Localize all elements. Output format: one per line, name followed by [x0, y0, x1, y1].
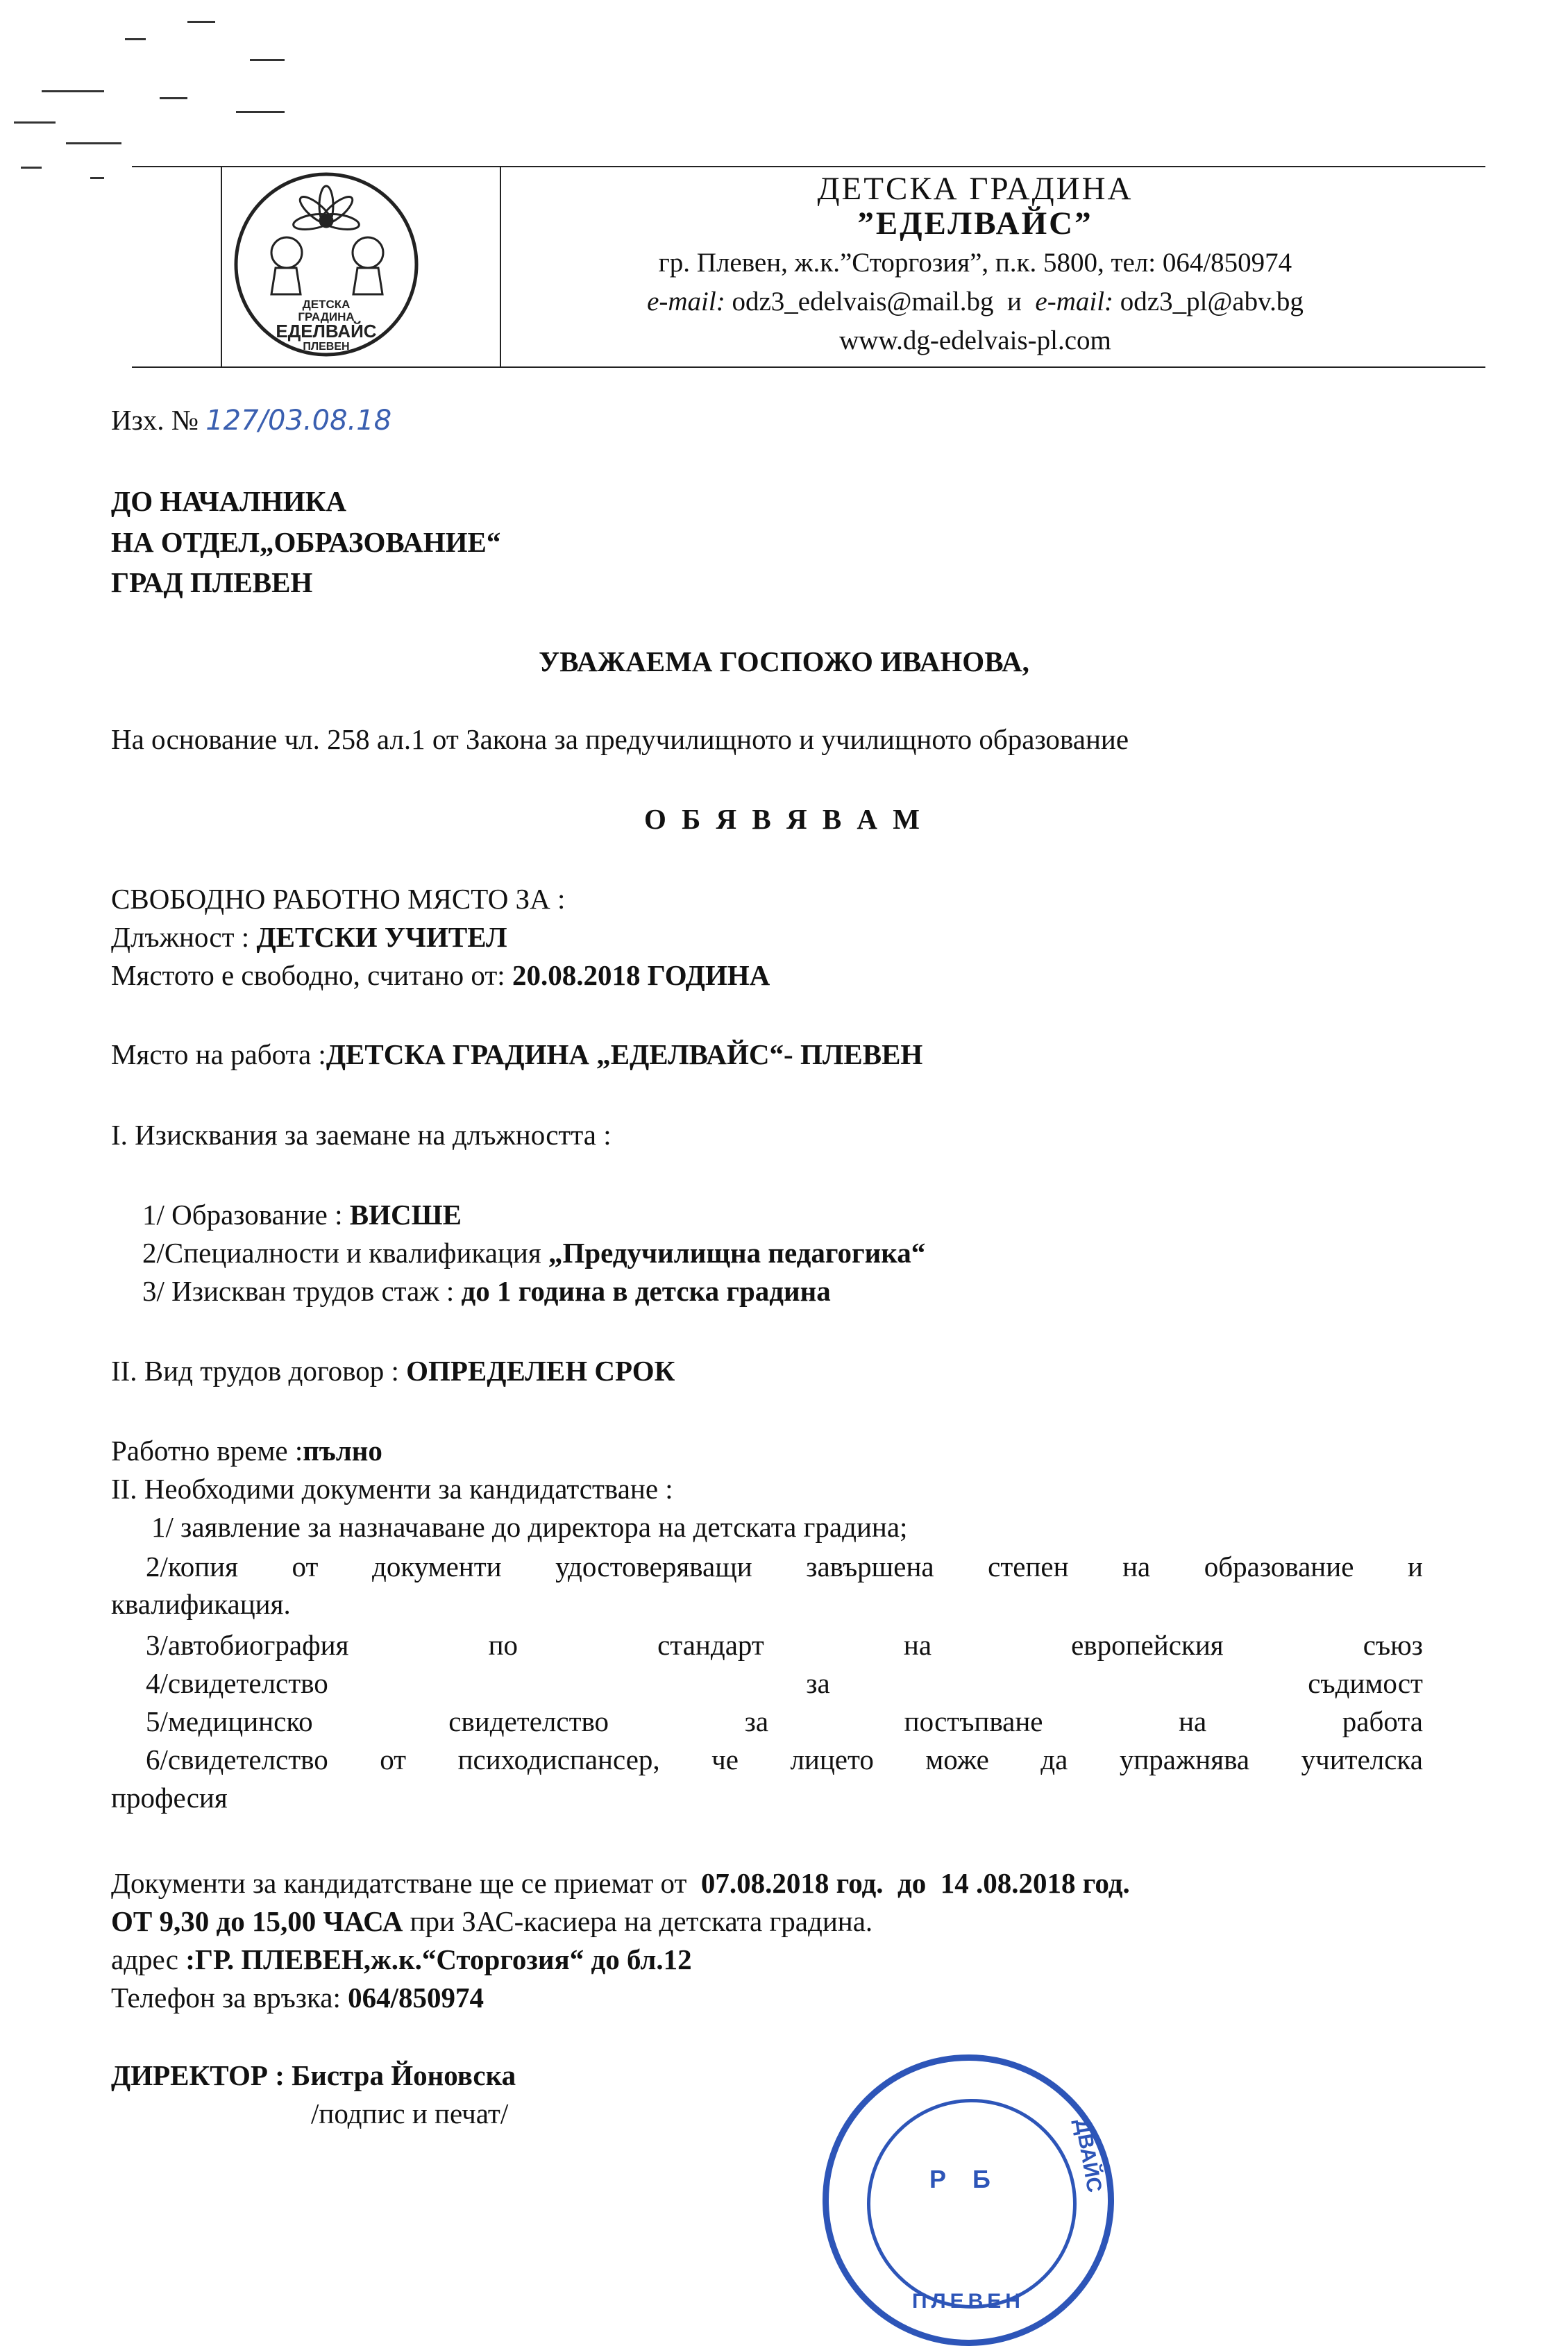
requirement-education	[142, 1197, 462, 1232]
letterhead-title: ДЕТСКА ГРАДИНА	[817, 171, 1133, 207]
email-separator: и	[1007, 287, 1022, 317]
word: упражнява	[1119, 1744, 1250, 1775]
addressee-line-2: НА ОТДЕЛ„ОБРАЗОВАНИЕ“	[111, 526, 501, 558]
word: удостоверяващи	[555, 1551, 752, 1583]
email-link[interactable]: odz3_edelvais@mail.bg	[732, 287, 994, 317]
word: да	[1040, 1744, 1068, 1775]
worktime-line	[111, 1433, 382, 1468]
ref-label: Изх. №	[111, 404, 199, 436]
document-item-1: 1/ заявление за назначаване до директора на детската градина;	[151, 1511, 908, 1543]
worktime-value: пълно	[303, 1435, 382, 1467]
word: от	[380, 1744, 407, 1775]
email-label: e-mail:	[647, 287, 725, 317]
svg-text:ГРАДИНА: ГРАДИНА	[298, 310, 355, 323]
svg-text:ЕДЕЛВАЙС: ЕДЕЛВАЙС	[276, 321, 377, 341]
letterhead-divider-right	[500, 166, 501, 368]
documents-heading: II. Необходими документи за кандидатстване :	[111, 1473, 673, 1505]
submission-date-from: 07.08.2018 год.	[700, 1867, 884, 1899]
letterhead-divider-left	[221, 166, 222, 368]
document-item-4	[111, 1666, 1423, 1701]
submission-period	[111, 1866, 1130, 1900]
addressee-line-3: ГРАД ПЛЕВЕН	[111, 566, 313, 598]
word: психодиспансер,	[457, 1744, 660, 1775]
email-label: e-mail:	[1035, 287, 1114, 317]
edelweiss-logo-icon	[233, 171, 420, 358]
email-link[interactable]: odz3_pl@abv.bg	[1120, 287, 1304, 317]
word: стандарт	[657, 1629, 764, 1661]
document-item-5	[111, 1704, 1423, 1739]
word: 4/свидетелство	[146, 1667, 328, 1699]
word: степен	[988, 1551, 1069, 1583]
word: европейския	[1071, 1629, 1224, 1661]
requirement-label: 3/ Изискван трудов стаж :	[142, 1275, 455, 1307]
submission-hours-value: ОТ 9,30 до 15,00 ЧАСА	[111, 1905, 403, 1937]
director-signature-line: ДИРЕКТОР : Бистра Йоновска	[111, 2059, 516, 2091]
stamp-inner-ring	[867, 2099, 1077, 2309]
phone-value: 064/850974	[348, 1982, 484, 2014]
letterhead-website[interactable]: www.dg-edelvais-pl.com	[839, 326, 1111, 355]
word: постъпване	[904, 1705, 1043, 1737]
requirement-experience	[142, 1274, 831, 1308]
word: 2/копия	[146, 1551, 238, 1583]
word: на	[1179, 1705, 1207, 1737]
requirement-specialty	[142, 1235, 925, 1270]
word: че	[711, 1744, 739, 1775]
word: 3/автобиография	[146, 1629, 349, 1661]
stamp-center-text: Р Б	[929, 2165, 1000, 2193]
contract-value: ОПРЕДЕЛЕН СРОК	[406, 1355, 675, 1387]
document-item-6-cont: професия	[111, 1782, 228, 1814]
word: съюз	[1363, 1629, 1423, 1661]
document-item-2	[111, 1549, 1423, 1584]
letterhead-address: гр. Плевен, ж.к.”Сторгозия”, п.к. 5800, тел: 064/850974	[658, 248, 1292, 278]
contract-line	[111, 1353, 675, 1388]
worktime-label: Работно време :	[111, 1435, 303, 1467]
position-line	[111, 920, 507, 954]
word: свидетелство	[448, 1705, 609, 1737]
requirement-label: 2/Специалности и квалификация	[142, 1237, 541, 1269]
word: завършена	[806, 1551, 934, 1583]
document-item-6	[111, 1742, 1423, 1777]
free-from-value: 20.08.2018 ГОДИНА	[512, 959, 770, 991]
document-item-2-cont: квалификация.	[111, 1588, 291, 1620]
submission-date-to: 14 .08.2018 год.	[940, 1867, 1130, 1899]
submission-hours	[111, 1904, 872, 1939]
submission-address	[111, 1942, 692, 1977]
word: по	[488, 1629, 519, 1661]
workplace-line	[111, 1037, 922, 1072]
outgoing-ref	[111, 403, 391, 438]
stamp-bottom-text: ПЛЕВЕН	[912, 2290, 1025, 2313]
word: за	[806, 1667, 830, 1699]
word: за	[744, 1705, 769, 1737]
free-from-label: Мястото е свободно, считано от:	[111, 959, 505, 991]
addressee-line-1: ДО НАЧАЛНИКА	[111, 485, 346, 517]
announcement-heading: О Б Я В Я В А М	[644, 803, 924, 835]
official-stamp	[823, 2054, 1114, 2346]
free-from-line	[111, 958, 770, 993]
address-label: адрес	[111, 1943, 178, 1975]
requirement-value: ВИСШЕ	[349, 1199, 462, 1231]
phone-label: Телефон за връзка:	[111, 1982, 341, 2014]
svg-text:ПЛЕВЕН: ПЛЕВЕН	[303, 341, 350, 353]
word: може	[925, 1744, 989, 1775]
requirement-label: 1/ Образование :	[142, 1199, 343, 1231]
word: работа	[1342, 1705, 1423, 1737]
word: лицето	[790, 1744, 874, 1775]
document-item-3	[111, 1628, 1423, 1662]
contact-phone	[111, 1980, 484, 2015]
requirement-value: до 1 година в детска градина	[461, 1275, 831, 1307]
contract-label: II. Вид трудов договор :	[111, 1355, 399, 1387]
ref-handwritten-number: 127/03.08.18	[205, 405, 392, 437]
word: учителска	[1301, 1744, 1423, 1775]
submission-text: Документи за кандидатстване ще се приемат от	[111, 1867, 687, 1899]
word: 6/свидетелство	[146, 1744, 328, 1775]
kindergarten-logo	[233, 171, 420, 358]
signature-note: /подпис и печат/	[311, 2098, 509, 2129]
requirement-value: „Предучилищна педагогика“	[548, 1237, 926, 1269]
letterhead-name: ”ЕДЕЛВАЙС”	[857, 205, 1093, 242]
submission-hours-text: при ЗАС-касиера на детската градина.	[410, 1905, 873, 1937]
stamp-right-text: ДВАЙС	[1070, 2117, 1106, 2195]
workplace-label: Място на работа :	[111, 1038, 326, 1070]
word: 5/медицинско	[146, 1705, 313, 1737]
word: образование	[1204, 1551, 1354, 1583]
submission-to: до	[897, 1867, 927, 1899]
word: документи	[371, 1551, 502, 1583]
legal-basis: На основание чл. 258 ал.1 от Закона за предучилищното и училищното образование	[111, 723, 1129, 755]
address-value: :ГР. ПЛЕВЕН,ж.к.“Сторгозия“ до бл.12	[185, 1943, 692, 1975]
letterhead-emails	[514, 286, 1437, 318]
word: и	[1407, 1551, 1423, 1583]
word: от	[292, 1551, 319, 1583]
letterhead-top-rule	[132, 166, 1485, 167]
letterhead-bottom-rule	[132, 366, 1485, 368]
workplace-value: ДЕТСКА ГРАДИНА „ЕДЕЛВАЙС“- ПЛЕВЕН	[326, 1038, 923, 1070]
position-value: ДЕТСКИ УЧИТЕЛ	[256, 921, 507, 953]
word: на	[1122, 1551, 1151, 1583]
requirements-heading: I. Изисквания за заемане на длъжността :	[111, 1119, 612, 1151]
salutation: УВАЖАЕМА ГОСПОЖО ИВАНОВА,	[539, 645, 1029, 677]
word: съдимост	[1308, 1667, 1423, 1699]
vacancy-heading: СВОБОДНО РАБОТНО МЯСТО ЗА :	[111, 883, 566, 915]
position-label: Длъжност :	[111, 921, 250, 953]
word: на	[903, 1629, 932, 1661]
svg-text:ДЕТСКА: ДЕТСКА	[302, 298, 351, 311]
